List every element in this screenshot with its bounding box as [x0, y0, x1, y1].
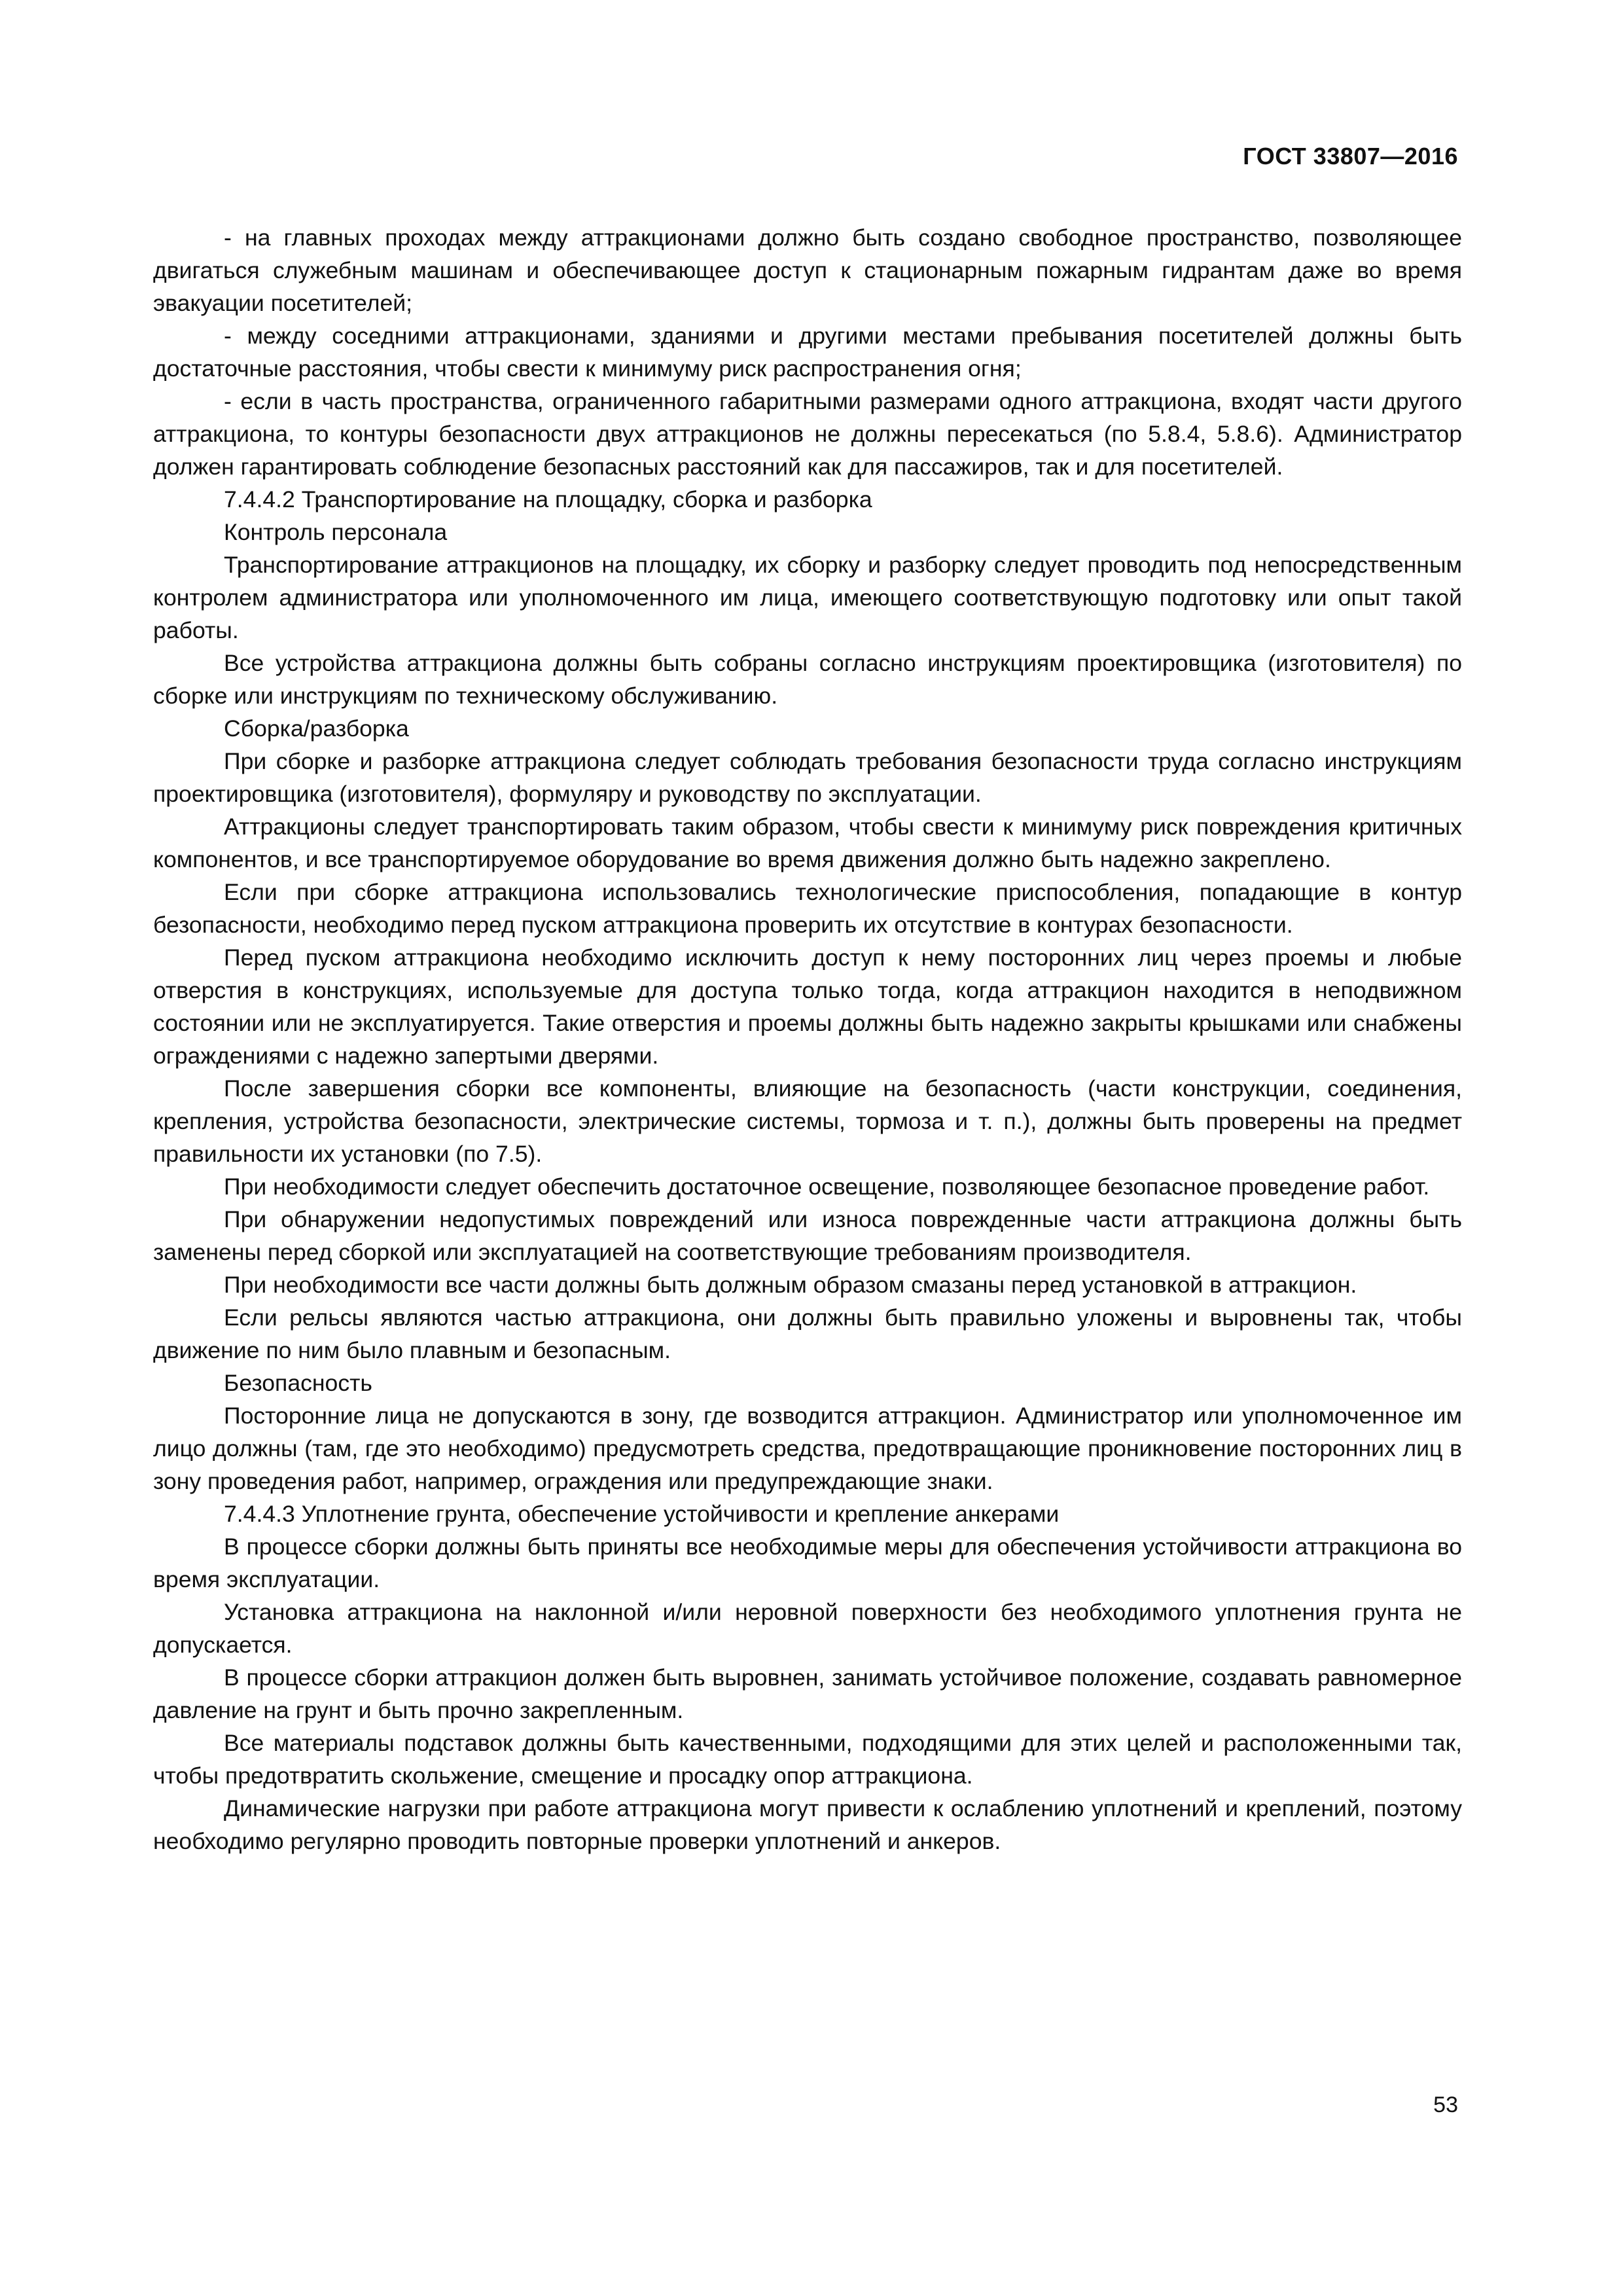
list-item: - на главных проходах между аттракционами должно быть создано свободное пространство, позволяющее двигаться служебным машинам и обеспечивающее доступ к стационарным пожарным гидрантам даже во время эвакуации посетителей;	[153, 224, 1462, 316]
paragraph: Посторонние лица не допускаются в зону, где возводится аттракцион. Администратор или уполномоченное им лицо должны (там, где это необходимо) предусмотреть средства, предотвращающие проникновение посторонних лиц в зону проведения работ, например, ограждения или предупреждающие знаки.	[153, 1403, 1462, 1494]
paragraph: В процессе сборки аттракцион должен быть выровнен, занимать устойчивое положение, создавать равномерное давление на грунт и быть прочно закрепленным.	[153, 1664, 1462, 1723]
paragraph: Все устройства аттракциона должны быть собраны согласно инструкциям проектировщика (изготовителя) по сборке или инструкциям по техническому обслуживанию.	[153, 650, 1462, 709]
document-body	[153, 221, 1462, 1857]
list-item: - между соседними аттракционами, зданиями и другими местами пребывания посетителей должны быть достаточные расстояния, чтобы свести к минимуму риск распространения огня;	[153, 323, 1462, 382]
paragraph: Аттракционы следует транспортировать таким образом, чтобы свести к минимуму риск повреждения критичных компонентов, и все транспортируемое оборудование во время движения должно быть надежно закреплено.	[153, 814, 1462, 872]
paragraph: Если рельсы являются частью аттракциона, они должны быть правильно уложены и выровнены так, чтобы движение по ним было плавным и безопасным.	[153, 1304, 1462, 1363]
paragraph: Перед пуском аттракциона необходимо исключить доступ к нему посторонних лиц через проемы и любые отверстия в конструкциях, используемые для доступа только тогда, когда аттракцион находится в неподвижном состоянии или не эксплуатируется. Такие отверстия и проемы должны быть надежно закрыты крышками или снабжены ограждениями с надежно запертыми дверями.	[153, 944, 1462, 1069]
paragraph: При необходимости следует обеспечить достаточное освещение, позволяющее безопасное проведение работ.	[224, 1174, 1430, 1200]
subheading: Контроль персонала	[224, 519, 448, 545]
page-number: 53	[1433, 2092, 1458, 2117]
paragraph: Динамические нагрузки при работе аттракциона могут привести к ослаблению уплотнений и креплений, поэтому необходимо регулярно проводить повторные проверки уплотнений и анкеров.	[153, 1795, 1462, 1854]
paragraph: После завершения сборки все компоненты, влияющие на безопасность (части конструкции, соединения, крепления, устройства безопасности, электрические системы, тормоза и т. п.), должны быть проверены на предмет правильности их установки (по 7.5).	[153, 1075, 1462, 1167]
paragraph: Если при сборке аттракциона использовались технологические приспособления, попадающие в контур безопасности, необходимо перед пуском аттракциона проверить их отсутствие в контурах безопасности.	[153, 879, 1462, 938]
list-item: - если в часть пространства, ограниченного габаритными размерами одного аттракциона, входят части другого аттракциона, то контуры безопасности двух аттракционов не должны пересекаться (по 5.8.4, 5.8.6). Администратор должен гарантировать соблюдение безопасных расстояний как для пассажиров, так и для посетителей.	[153, 388, 1462, 480]
paragraph: В процессе сборки должны быть приняты все необходимые меры для обеспечения устойчивости аттракциона во время эксплуатации.	[153, 1534, 1462, 1592]
paragraph: При сборке и разборке аттракциона следует соблюдать требования безопасности труда согласно инструкциям проектировщика (изготовителя), формуляру и руководству по эксплуатации.	[153, 748, 1462, 807]
paragraph: При обнаружении недопустимых повреждений или износа поврежденные части аттракциона должны быть заменены перед сборкой или эксплуатацией на соответствующие требованиям производителя.	[153, 1206, 1462, 1265]
section-heading: 7.4.4.3 Уплотнение грунта, обеспечение устойчивости и крепление анкерами	[224, 1501, 1060, 1527]
paragraph: Транспортирование аттракционов на площадку, их сборку и разборку следует проводить под непосредственным контролем администратора или уполномоченного им лица, имеющего соответствующую подготовку или опыт такой работы.	[153, 552, 1462, 643]
paragraph: Все материалы подставок должны быть качественными, подходящими для этих целей и расположенными так, чтобы предотвратить скольжение, смещение и просадку опор аттракциона.	[153, 1730, 1462, 1789]
standard-header: ГОСТ 33807—2016	[1243, 143, 1458, 170]
subheading: Сборка/разборка	[224, 715, 409, 742]
paragraph: Установка аттракциона на наклонной и/или неровной поверхности без необходимого уплотнения грунта не допускается.	[153, 1599, 1462, 1658]
section-heading: 7.4.4.2 Транспортирование на площадку, сборка и разборка	[224, 486, 872, 512]
subheading: Безопасность	[224, 1370, 372, 1396]
paragraph: При необходимости все части должны быть должным образом смазаны перед установкой в аттракцион.	[224, 1272, 1357, 1298]
